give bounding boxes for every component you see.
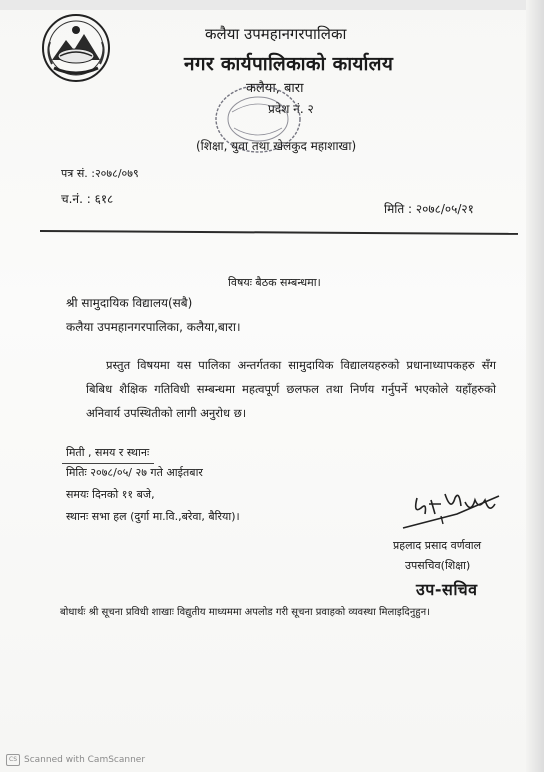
handwritten-signature-icon: [395, 484, 505, 536]
office-name: नगर कार्यपालिकाको कार्यालय: [184, 53, 394, 75]
letter-body: प्रस्तुत विषयमा यस पालिका अन्तर्गतका सामुदायिक विद्यालयहरुको प्रधानाध्यापकहरु सँग बिबिध शैक्षिक गतिविधी सम्बन्धमा महत्वपूर्ण छलफल तथा निर्णय गर्नुपर्ने भएकोले यहाँहरुको अनिवार्य उपस्थितीको लागी अनुरोध छ।: [86, 358, 496, 420]
designation-stamp: उप-सचिव: [416, 580, 478, 599]
header-divider: [40, 230, 518, 235]
dispatch-number: च.नं. : ६१८: [61, 192, 114, 206]
signatory-name: प्रहलाद प्रसाद वर्णवाल: [393, 539, 482, 552]
meeting-heading-underline: [62, 463, 154, 464]
signatory-title: उपसचिव(शिक्षा): [405, 559, 471, 572]
province-number: प्रदेश नं. २: [268, 102, 314, 116]
letter-subject: विषयः बैठक सम्बन्धमा।: [228, 276, 321, 289]
meeting-place: स्थानः सभा हल (दुर्गा मा.वि.,बरेवा, बैरिया)।: [66, 510, 240, 523]
reference-number: पत्र सं. :२०७८/०७९: [61, 167, 139, 180]
scanner-watermark: [6, 754, 145, 766]
office-address: कलैया, बारा: [246, 81, 304, 96]
camscanner-icon: CS: [6, 754, 20, 766]
municipality-name: कलैया उपमहानगरपालिका: [205, 25, 347, 43]
scan-top-edge: [0, 0, 544, 10]
recipient-line-1: श्री सामुदायिक विद्यालय(सबै): [66, 296, 193, 310]
cc-footnote: बोधार्थः श्री सूचना प्रविधी शाखाः विद्युतीय माध्यममा अपलोड गरी सूचना प्रवाहको व्यवस्था मिलाइदिनुहुन।: [60, 607, 430, 618]
nepal-emblem-icon: [40, 12, 112, 84]
branch-name: (शिक्षा, युवा तथा खेलकुद महाशाखा): [196, 139, 357, 153]
scanner-label: Scanned with CamScanner: [24, 755, 146, 765]
scan-right-edge: [526, 0, 544, 772]
letter-date: मिति : २०७८/०५/२१: [384, 202, 474, 216]
meeting-heading: मिती , समय र स्थानः: [66, 446, 150, 459]
meeting-date: मितिः २०७८/०५/ २७ गते आईतबार: [66, 466, 203, 479]
recipient-line-2: कलैया उपमहानगरपालिका, कलैया,बारा।: [66, 320, 241, 334]
meeting-time: समयः दिनको ११ बजे,: [66, 488, 155, 501]
